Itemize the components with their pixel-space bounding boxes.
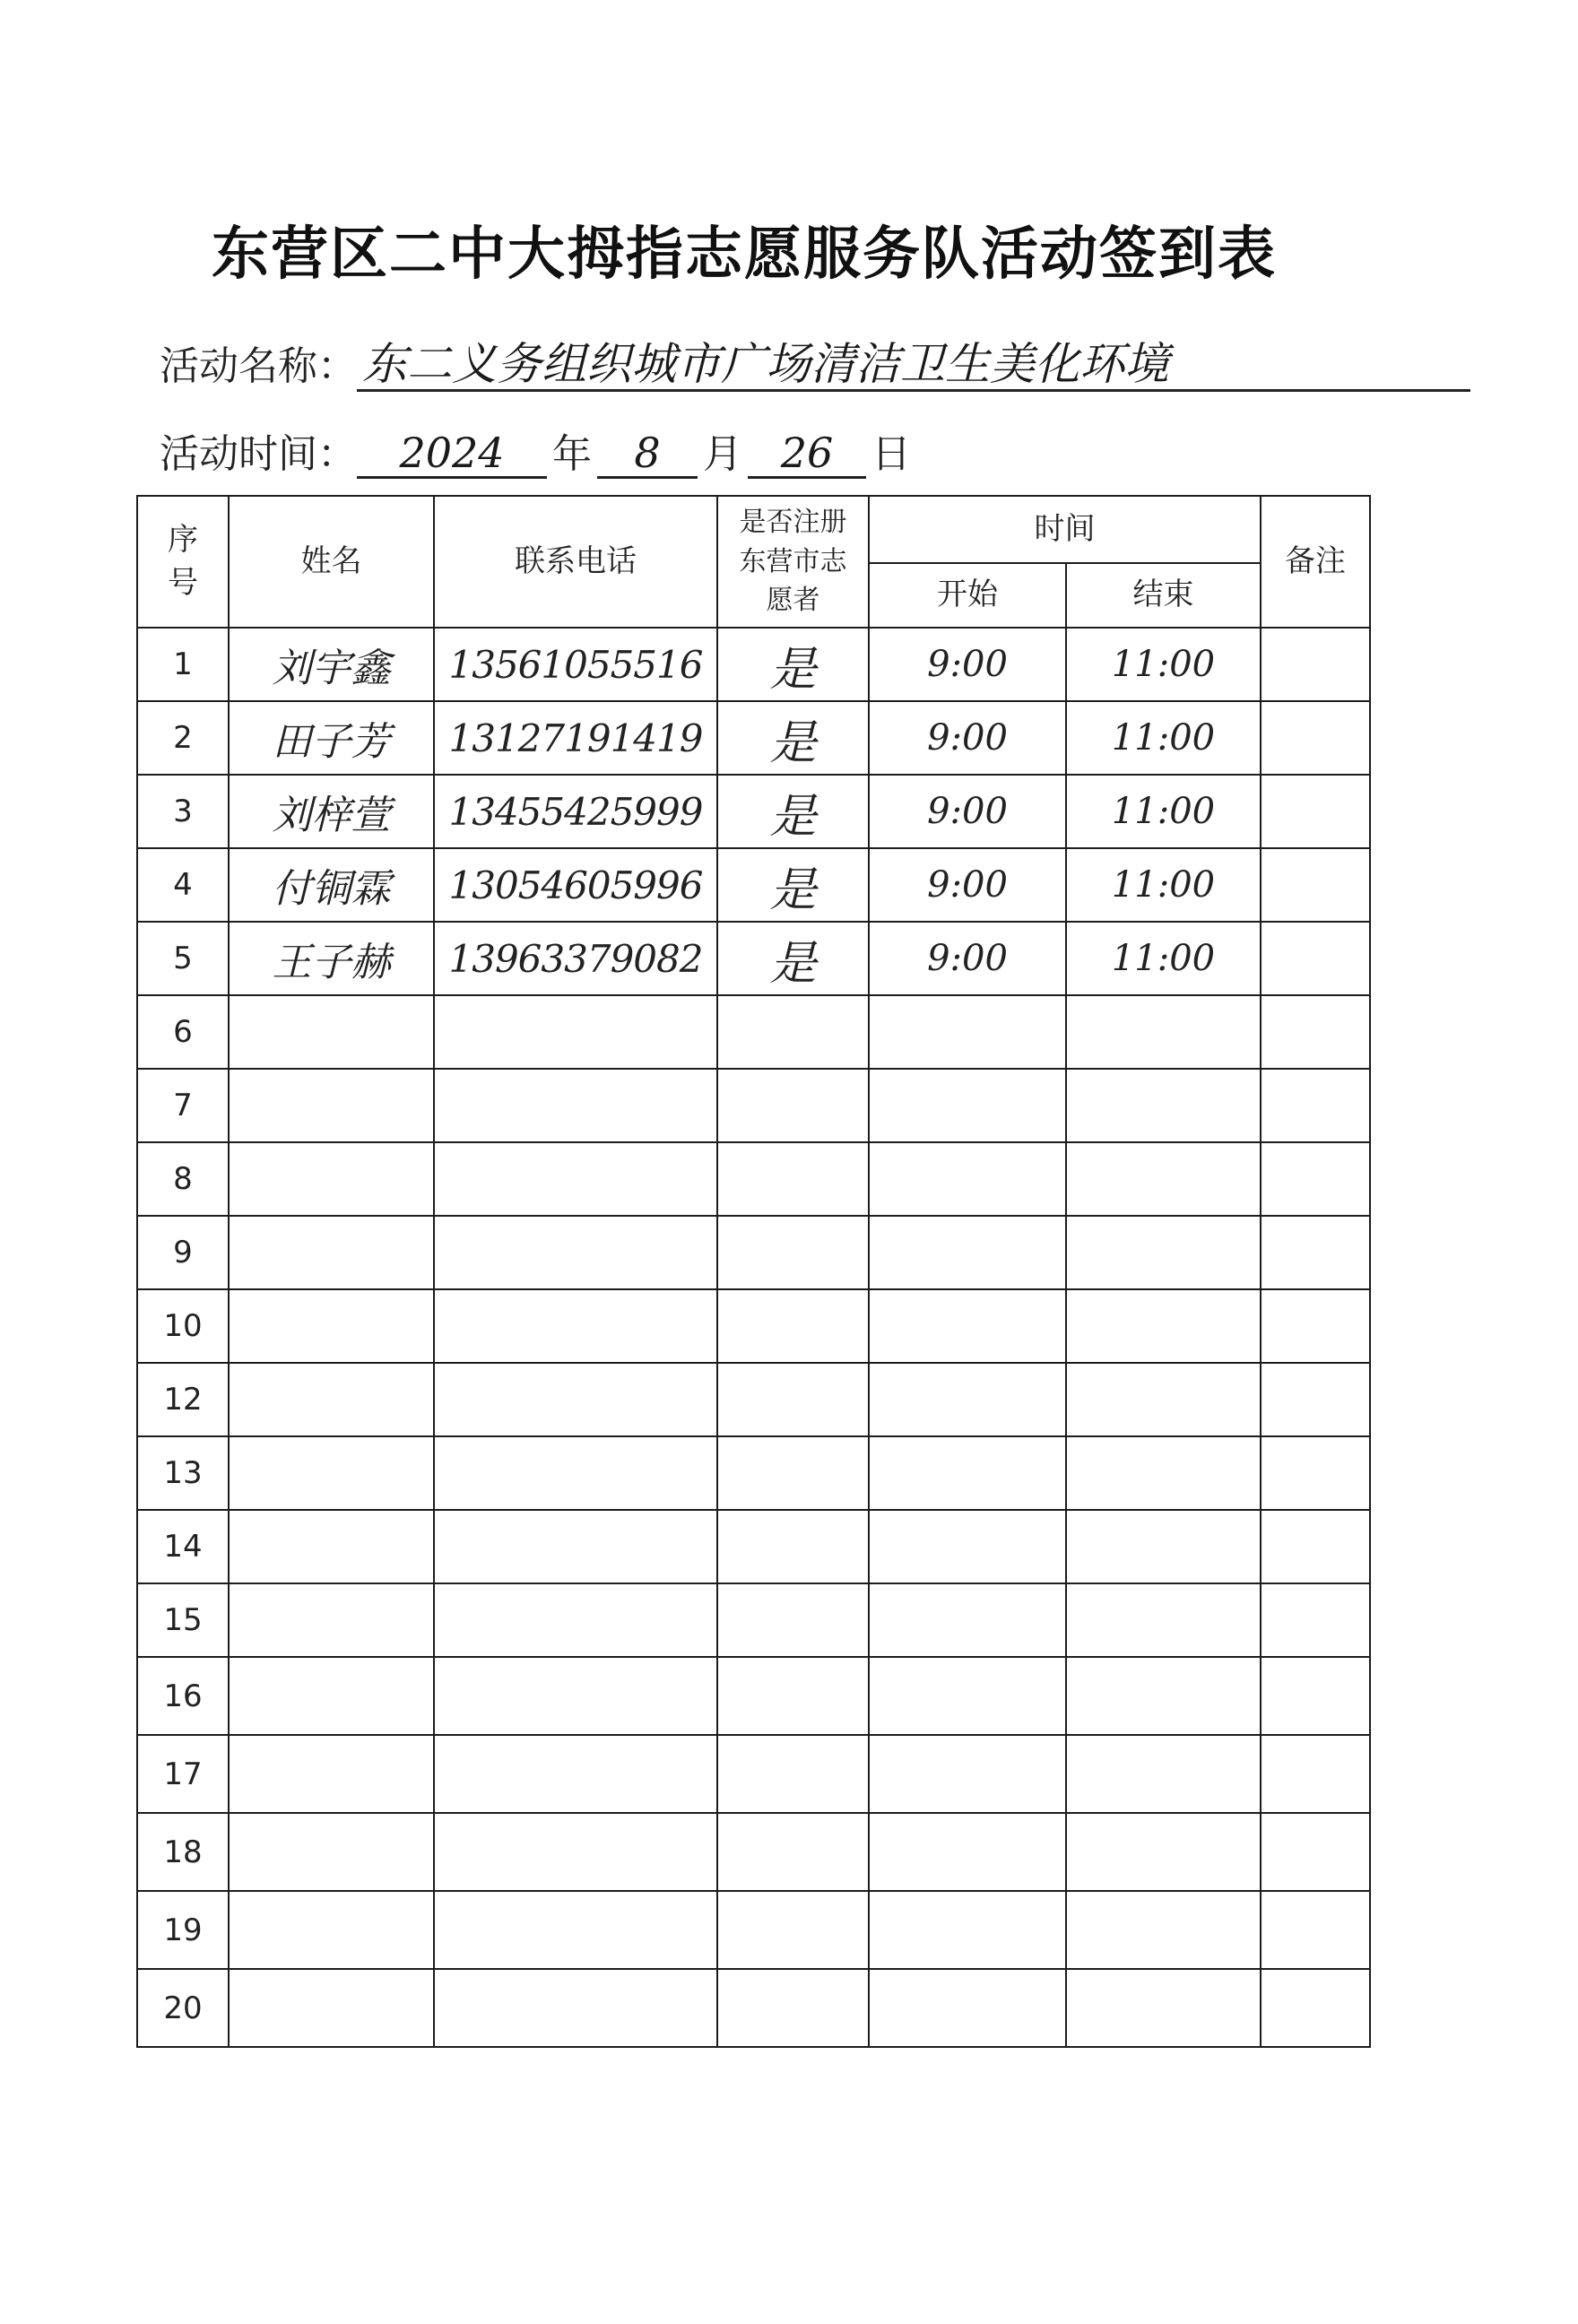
phone-cell: 13054605996 <box>434 848 717 922</box>
start-time-cell <box>869 1142 1066 1216</box>
seq-cell: 4 <box>137 848 229 922</box>
seq-cell: 20 <box>137 1969 229 2047</box>
end-time-cell <box>1066 1069 1261 1142</box>
remark-cell <box>1261 1069 1370 1142</box>
phone-cell <box>434 995 717 1069</box>
name-cell: 王子赫 <box>229 922 434 995</box>
activity-time-row <box>160 421 916 479</box>
end-time-cell: 11:00 <box>1066 701 1261 775</box>
start-time-cell: 9:00 <box>869 848 1066 922</box>
remark-cell <box>1261 1657 1370 1735</box>
remark-cell <box>1261 1583 1370 1657</box>
header-remark: 备注 <box>1261 496 1370 628</box>
registered-cell: 是 <box>717 775 869 848</box>
end-time-cell: 11:00 <box>1066 848 1261 922</box>
registered-cell <box>717 1069 869 1142</box>
start-time-cell <box>869 995 1066 1069</box>
end-time-cell <box>1066 1813 1261 1891</box>
registered-cell <box>717 1813 869 1891</box>
table-header <box>137 496 1370 628</box>
registered-cell <box>717 1657 869 1735</box>
end-time-cell: 11:00 <box>1066 775 1261 848</box>
remark-cell <box>1261 1142 1370 1216</box>
activity-day-value: 26 <box>748 430 866 479</box>
table-row <box>137 1142 1370 1216</box>
name-cell <box>229 1969 434 2047</box>
phone-cell <box>434 1813 717 1891</box>
table-row <box>137 1069 1370 1142</box>
seq-cell: 12 <box>137 1363 229 1436</box>
name-cell <box>229 1813 434 1891</box>
end-time-cell: 11:00 <box>1066 628 1261 701</box>
registered-cell <box>717 1289 869 1363</box>
name-cell <box>229 1735 434 1813</box>
end-time-cell <box>1066 1657 1261 1735</box>
seq-cell: 3 <box>137 775 229 848</box>
remark-cell <box>1261 1735 1370 1813</box>
table-row <box>137 995 1370 1069</box>
table-row <box>137 1735 1370 1813</box>
seq-cell: 16 <box>137 1657 229 1735</box>
registered-cell <box>717 1510 869 1583</box>
table-row <box>137 1510 1370 1583</box>
end-time-cell <box>1066 1289 1261 1363</box>
name-cell <box>229 1657 434 1735</box>
table-row <box>137 1289 1370 1363</box>
start-time-cell <box>869 1436 1066 1510</box>
name-cell <box>229 1216 434 1289</box>
remark-cell <box>1261 1216 1370 1289</box>
name-cell <box>229 1436 434 1510</box>
end-time-cell <box>1066 1216 1261 1289</box>
seq-cell: 7 <box>137 1069 229 1142</box>
start-time-cell <box>869 1510 1066 1583</box>
name-cell <box>229 1069 434 1142</box>
phone-cell <box>434 1969 717 2047</box>
table-row <box>137 1657 1370 1735</box>
phone-cell <box>434 1510 717 1583</box>
start-time-cell: 9:00 <box>869 701 1066 775</box>
header-registered: 是否注册 东营市志 愿者 <box>717 496 869 628</box>
registered-cell: 是 <box>717 628 869 701</box>
phone-cell: 13963379082 <box>434 922 717 995</box>
phone-cell <box>434 1436 717 1510</box>
activity-name-label: 活动名称： <box>160 343 357 389</box>
phone-cell <box>434 1657 717 1735</box>
activity-time-label: 活动时间： <box>160 431 357 477</box>
registered-cell <box>717 995 869 1069</box>
registered-cell <box>717 1891 869 1969</box>
remark-cell <box>1261 1363 1370 1436</box>
start-time-cell <box>869 1735 1066 1813</box>
start-time-cell <box>869 1583 1066 1657</box>
name-cell <box>229 1583 434 1657</box>
day-unit: 日 <box>871 431 911 477</box>
phone-cell <box>434 1289 717 1363</box>
header-end: 结束 <box>1066 563 1261 628</box>
activity-name-value: 东二义务组织城市广场清洁卫生美化环境 <box>357 340 1470 392</box>
start-time-cell <box>869 1363 1066 1436</box>
sign-in-table <box>136 495 1371 2048</box>
start-time-cell: 9:00 <box>869 922 1066 995</box>
table-row <box>137 628 1370 701</box>
start-time-cell <box>869 1069 1066 1142</box>
remark-cell <box>1261 701 1370 775</box>
table-row <box>137 1969 1370 2047</box>
name-cell <box>229 1891 434 1969</box>
table-row <box>137 701 1370 775</box>
registered-cell <box>717 1216 869 1289</box>
start-time-cell <box>869 1891 1066 1969</box>
remark-cell <box>1261 1969 1370 2047</box>
start-time-cell <box>869 1813 1066 1891</box>
seq-cell: 5 <box>137 922 229 995</box>
name-cell <box>229 1142 434 1216</box>
table-row <box>137 1436 1370 1510</box>
remark-cell <box>1261 995 1370 1069</box>
start-time-cell: 9:00 <box>869 628 1066 701</box>
end-time-cell <box>1066 1583 1261 1657</box>
table-row <box>137 1583 1370 1657</box>
table-row <box>137 775 1370 848</box>
remark-cell <box>1261 1510 1370 1583</box>
seq-cell: 6 <box>137 995 229 1069</box>
name-cell: 付铜霖 <box>229 848 434 922</box>
end-time-cell <box>1066 1969 1261 2047</box>
header-phone: 联系电话 <box>434 496 717 628</box>
seq-cell: 8 <box>137 1142 229 1216</box>
registered-cell: 是 <box>717 701 869 775</box>
table-row <box>137 848 1370 922</box>
registered-cell <box>717 1583 869 1657</box>
seq-cell: 18 <box>137 1813 229 1891</box>
phone-cell: 13561055516 <box>434 628 717 701</box>
registered-cell <box>717 1142 869 1216</box>
start-time-cell <box>869 1289 1066 1363</box>
header-seq: 序号 <box>137 496 229 628</box>
table-body <box>137 628 1370 2047</box>
end-time-cell <box>1066 995 1261 1069</box>
registered-cell <box>717 1969 869 2047</box>
remark-cell <box>1261 922 1370 995</box>
table-row <box>137 1891 1370 1969</box>
seq-cell: 15 <box>137 1583 229 1657</box>
activity-name-row <box>160 334 1470 392</box>
name-cell <box>229 1510 434 1583</box>
seq-cell: 17 <box>137 1735 229 1813</box>
registered-cell <box>717 1436 869 1510</box>
end-time-cell <box>1066 1436 1261 1510</box>
seq-cell: 9 <box>137 1216 229 1289</box>
document-title: 东营区二中大拇指志愿服务队活动签到表 <box>212 221 1277 288</box>
seq-cell: 14 <box>137 1510 229 1583</box>
name-cell <box>229 995 434 1069</box>
seq-cell: 13 <box>137 1436 229 1510</box>
end-time-cell <box>1066 1142 1261 1216</box>
name-cell: 刘梓萱 <box>229 775 434 848</box>
phone-cell <box>434 1891 717 1969</box>
phone-cell <box>434 1142 717 1216</box>
seq-cell: 2 <box>137 701 229 775</box>
activity-year-value: 2024 <box>357 430 547 479</box>
registered-cell <box>717 1363 869 1436</box>
remark-cell <box>1261 848 1370 922</box>
remark-cell <box>1261 1289 1370 1363</box>
seq-cell: 1 <box>137 628 229 701</box>
table-row <box>137 1363 1370 1436</box>
name-cell <box>229 1363 434 1436</box>
remark-cell <box>1261 1436 1370 1510</box>
year-unit: 年 <box>552 431 592 477</box>
activity-month-value: 8 <box>597 430 698 479</box>
start-time-cell <box>869 1216 1066 1289</box>
end-time-cell <box>1066 1363 1261 1436</box>
phone-cell <box>434 1069 717 1142</box>
start-time-cell <box>869 1657 1066 1735</box>
start-time-cell <box>869 1969 1066 2047</box>
phone-cell: 13127191419 <box>434 701 717 775</box>
header-start: 开始 <box>869 563 1066 628</box>
table-row <box>137 922 1370 995</box>
name-cell <box>229 1289 434 1363</box>
name-cell: 田子芳 <box>229 701 434 775</box>
remark-cell <box>1261 1891 1370 1969</box>
registered-cell: 是 <box>717 922 869 995</box>
start-time-cell: 9:00 <box>869 775 1066 848</box>
phone-cell <box>434 1363 717 1436</box>
name-cell: 刘宇鑫 <box>229 628 434 701</box>
seq-cell: 10 <box>137 1289 229 1363</box>
end-time-cell: 11:00 <box>1066 922 1261 995</box>
month-unit: 月 <box>703 431 742 477</box>
phone-cell <box>434 1735 717 1813</box>
remark-cell <box>1261 1813 1370 1891</box>
header-name: 姓名 <box>229 496 434 628</box>
phone-cell <box>434 1583 717 1657</box>
table-row <box>137 1813 1370 1891</box>
seq-cell: 19 <box>137 1891 229 1969</box>
remark-cell <box>1261 628 1370 701</box>
remark-cell <box>1261 775 1370 848</box>
phone-cell <box>434 1216 717 1289</box>
end-time-cell <box>1066 1891 1261 1969</box>
registered-cell <box>717 1735 869 1813</box>
phone-cell: 13455425999 <box>434 775 717 848</box>
header-time: 时间 <box>869 496 1261 563</box>
end-time-cell <box>1066 1735 1261 1813</box>
end-time-cell <box>1066 1510 1261 1583</box>
registered-cell: 是 <box>717 848 869 922</box>
table-row <box>137 1216 1370 1289</box>
